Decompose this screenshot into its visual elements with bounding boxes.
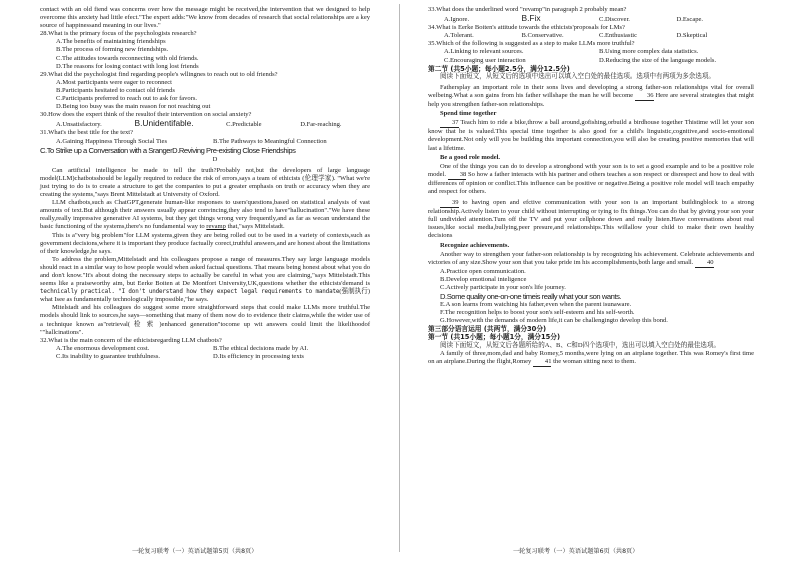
q35-option-a[interactable]: A.Linking to relevant sources. — [444, 48, 524, 56]
q33-option-b[interactable]: B.Fix — [521, 13, 541, 24]
q29-option-c[interactable]: C.Participants preferred to reach out to ask for favors. — [56, 95, 198, 103]
question-31: 31.What's the best title for the text? A.Gaining Happiness Through Social Ties B.The Pathways to Meaningful Connection C.To Strike up a Conversation with a SrangerD.Reviving Pre-existing Close Friendships D — [40, 129, 370, 163]
q33-option-a[interactable]: A.Ignore. — [444, 16, 470, 24]
option-e[interactable]: E.A son learns from watching his father,even when the parent isunaware. — [440, 301, 632, 309]
blank-37[interactable]: 37 — [440, 119, 459, 128]
option-d[interactable]: D.Some quality one-on-one timeis really what your son wants. — [440, 292, 622, 302]
q30-option-a[interactable]: A.Unsatisfactory. — [56, 121, 102, 129]
q28-option-c[interactable]: C.The attitudes towards reconnecting with old friends. — [56, 54, 199, 62]
q32-option-d[interactable]: D.Its efficiency in processing texts — [213, 352, 304, 360]
q31-option-b[interactable]: B.The Pathways to Meaningful Connection — [213, 137, 327, 145]
right-column — [428, 6, 754, 367]
q32-option-b[interactable]: B.The ethical decisions made by AI. — [213, 344, 309, 352]
blank-41[interactable]: 41 — [533, 358, 552, 367]
q34-option-a[interactable]: A.Tolerant. — [444, 32, 474, 40]
q28-option-b[interactable]: B.The process of forming new friendships. — [56, 46, 169, 54]
cloze-passage-paragraph: A family of three,mom,dad and baby Romey,5 months,were lying on an airplane together. This was Romey's first time on an airplane.During the flight,Romey 41 the woman sitting next to them. — [428, 350, 754, 367]
option-a[interactable]: A.Practice open communication. — [440, 267, 526, 275]
spend-time-paragraph: 37 Teach him to ride a bike,throw a ball around,gofishing,orbuild a birdhouse together Thistime will let your son know that he is valued.This special time together is also good for a child's linguistic,cognitive,and socio-emotional development.Not only will you be building this important connection,you will also be creating positive memories that will last a lifetime. — [428, 119, 754, 152]
passage-paragraph-2: LLM chatbots,such as ChatGPT,generate human-like responses to users'questions,based on statistical analysis of vast amounts of text.But although their answers usually appear convincing,they also tend to have"hallucination"."We have these really,really impressive generative AI systems, but they get things wrong very frequently,and as far as wecan understand the basic functioning of the systems,there's no fundamental way to revamp that,"says Mittelstadt. — [40, 199, 370, 231]
passage-paragraph-5: Mitelstadt and his colleagues do suggest some more straightforward steps that could make LLMs more truthful.The models should link to sources,he says—something that many of them now do to evidence their claims,while the wider use of a technique known as"retrieval( 检 索 )enhanced generation"tocome up wit answers could limit the likelihoodof ""hallcinations". — [40, 304, 370, 336]
q32-option-c[interactable]: C.Its inability to guarantee truthfulness. — [56, 352, 161, 360]
q30-option-b[interactable]: B.Unidentifable. — [134, 118, 194, 129]
q33-option-c[interactable]: C.Discover. — [599, 16, 630, 24]
recognize-paragraph: Another way to strengthen your father-son relationship is by recognizing his achievement. Celebrate achievements and victories of any size.Show your son that you take pride im his accomplishments,both large and small. 40 — [428, 251, 754, 268]
q28-option-a[interactable]: A.The benefits of maintaining friendships — [56, 38, 166, 46]
column-divider — [399, 4, 400, 552]
question-32 — [40, 337, 370, 361]
question-33 — [428, 6, 754, 24]
passage-paragraph-4: To address the problem,Mittelstadt and his colleagues propose a range of measures.They say large language models should react in a similar way to how people would when asked factual questions. That means being honest about what you do and don't know."It's about doing the necessary steps to actually be careful in what you are claiming,"says Mittelstadt.This seems like a praiseworthy aim, but Eerke Boiten at De Montfort University,UK,questions whether the ethicists'demand is technically practical. "I don't understand how they expect legal requirements to mandate(强制执行) what Isee as fundamentally technologically impossible,"he says. — [40, 255, 370, 304]
part-3-title: 第三部分语言运用 (共两节，满分30分) — [428, 325, 547, 334]
q35-option-c[interactable]: C.Encouraging user interaction — [444, 56, 526, 64]
passage-paragraph-1: Can artificial intelligence be made to tell the truth?Probably not,but the developers of large language model(LLM)chatbotsshould be legally required to reduce the risk of errors,says a team of ethicists (伦理学家). "What we're just trying to do is to create a structure to get the companies to put a greater emphasis on truth or accuracy when they are creating the systems,"says Brent Mittelstadt at University of Oxford. — [40, 166, 370, 199]
q34-option-c[interactable]: C.Enthusiastic — [599, 32, 638, 40]
q29-stem: 29.What did the psychologist find regarding people's wllingnes to reach out to old friends? — [40, 70, 278, 78]
q34-stem: 34.What is Eerke Boiten's attitude towards the ethicists'proposals for LMs? — [428, 24, 625, 32]
section-1-instructions: 阅读下面短文，从短文后各题所给的A、B、C和D四个选项中，选出可以填入空白处的最佳选项。 — [440, 341, 721, 349]
question-35 — [428, 40, 754, 64]
q31-stem: 31.What's the best title for the text? — [40, 129, 133, 137]
monospace-quote: technically practical. "I don't understand how they expect legal requirements to mandate — [40, 289, 340, 296]
q33-stem: 33.What does the underlined word "revamp"in paragraph 2 probably mean? — [428, 6, 627, 13]
option-g[interactable]: G.However,with the demands of modern life,it can be challengingto develop this bond. — [440, 317, 668, 325]
q31-option-a[interactable]: A.Gaining Happiness Through Social Ties — [56, 137, 167, 145]
q35-option-b[interactable]: B.Using more complex data statistics. — [599, 48, 699, 56]
subheading-recognize: Recognize achievements. — [440, 241, 510, 249]
q35-stem: 35.Which of the following is suggested as a step to make LLMs more truthful? — [428, 40, 635, 48]
q34-option-b[interactable]: B.Conservative. — [521, 32, 564, 40]
chinese-gloss: 强制执行 — [341, 288, 368, 296]
q29-option-b[interactable]: B.Participants hesitated to contact old friends — [56, 86, 175, 94]
q28-option-d[interactable]: D.The reasons for losing contact with long lost friends — [56, 62, 199, 70]
subheading-role-model: Be a good role model. — [440, 153, 501, 161]
question-30 — [40, 111, 370, 129]
q32-stem: 32.What is the main concern of the ethicistsregarding LLM chatbots? — [40, 336, 222, 344]
section-1-title: 第一节 (共15小题；每小题1分，满分15分) — [428, 333, 561, 342]
subheading-spend-time: Spend time together — [440, 110, 497, 118]
underlined-word-revamp: revamp — [206, 223, 226, 231]
blank-40[interactable]: 40 — [695, 259, 714, 268]
page-footer-right: 一轮复习联考（一）英语试题第6页（共8页） — [513, 548, 639, 555]
question-29 — [40, 71, 370, 111]
blank-36[interactable]: 36 — [635, 92, 654, 101]
option-c[interactable]: C.Actively participate in your son's life journey. — [440, 284, 566, 291]
question-34 — [428, 24, 754, 40]
q29-option-d[interactable]: D.Being too busy was the main reason for not reaching out — [56, 103, 211, 111]
q35-option-d[interactable]: D.Reducing the size of the language models. — [599, 56, 717, 64]
role-model-paragraph: One of the things you can do to develop a strongbond with your son is to set a good example and to be a positive role model. 38 So how a father interacts with his partner and others teaches a son respect or disrespect and how to deal with differences of opinion or conflict.This influence can be positive or negative.Being a positive role model will teach empathy and respect for others. — [428, 162, 755, 195]
section-2-instructions: 阅读下面短文，从短文后的选项中选出可以填入空白处的最佳选项。选项中有两项为多余选项。 — [440, 72, 715, 80]
communication-paragraph: 39 to having open and efctive communication with your son is an important buildingblock to a strong relationship.Actively listen to your child without interrupting or tying to fix things.You can do that by giving your son your full undivided attention.Tum off the TV and put your cellphone down and really listen.Have conversations about real issues,like social media,bullying,peer presure,and relationships.This willallow your child to make their own healthy decisions — [428, 199, 754, 240]
page-footer-left: 一轮复习联考（一）英语试题第5页（共8页） — [132, 548, 258, 555]
q31-option-c[interactable]: C.To Strike up a Conversation with a Sranger — [40, 145, 173, 155]
passage-paragraph-3: This is a"very big problem"for LLM systems,given they are being rolled out to be used in a variety of contexts,such as government decisions,where it is important they produce factually corect,truthful answers,and are honest about the limitations of their knowledge,he says. — [40, 231, 370, 255]
q30-option-c[interactable]: C.Predictable — [226, 121, 262, 129]
intro-paragraph: contact with an old fiend was concerns over how the message might be received,the intervention that we designed to help overcome this anxiety had little efect."The expert adds:"We know from decades of research that social relationships are a key source of happinessand meaning in our lives." — [40, 6, 370, 30]
section-2-title: 第二节 (共5小题；每小题2.5分，满分12.5分) — [428, 64, 570, 73]
q32-option-a[interactable]: A.The enormous development cost. — [56, 344, 150, 352]
q31-option-d[interactable]: D.Reviving Pre-existing Close Friendships — [172, 145, 296, 155]
q30-stem: 30.How does the expert think of the resultof their intervention on social anxiety? — [40, 111, 252, 119]
q34-option-d[interactable]: D.Skeptical — [676, 32, 708, 40]
q28-stem: 28.What is the primary focus of the psychologists research? — [40, 30, 197, 38]
question-28 — [40, 30, 370, 70]
blank-39[interactable]: 39 — [440, 199, 459, 208]
option-f[interactable]: F.The recognition helps to boost your son's self-esteem and his self-worth. — [440, 309, 635, 317]
blank-38[interactable]: 38 — [448, 171, 467, 180]
left-column — [40, 6, 370, 361]
q33-option-d[interactable]: D.Escape. — [676, 16, 704, 24]
option-b[interactable]: B.Develop emotional inteligence — [440, 275, 527, 283]
q29-option-a[interactable]: A.Most participants were eager to reconnect — [56, 78, 172, 86]
cloze-intro-paragraph: Fathersplay an important role in their sons lives and developing a strong father-son relationships vital for overall welbeing.What a son gains from his father willshape the man he will become 36 Here are several strategies that might help you strengthen father-son relationships. — [428, 83, 754, 109]
q30-option-d[interactable]: D.Far-reaching. — [300, 121, 342, 129]
